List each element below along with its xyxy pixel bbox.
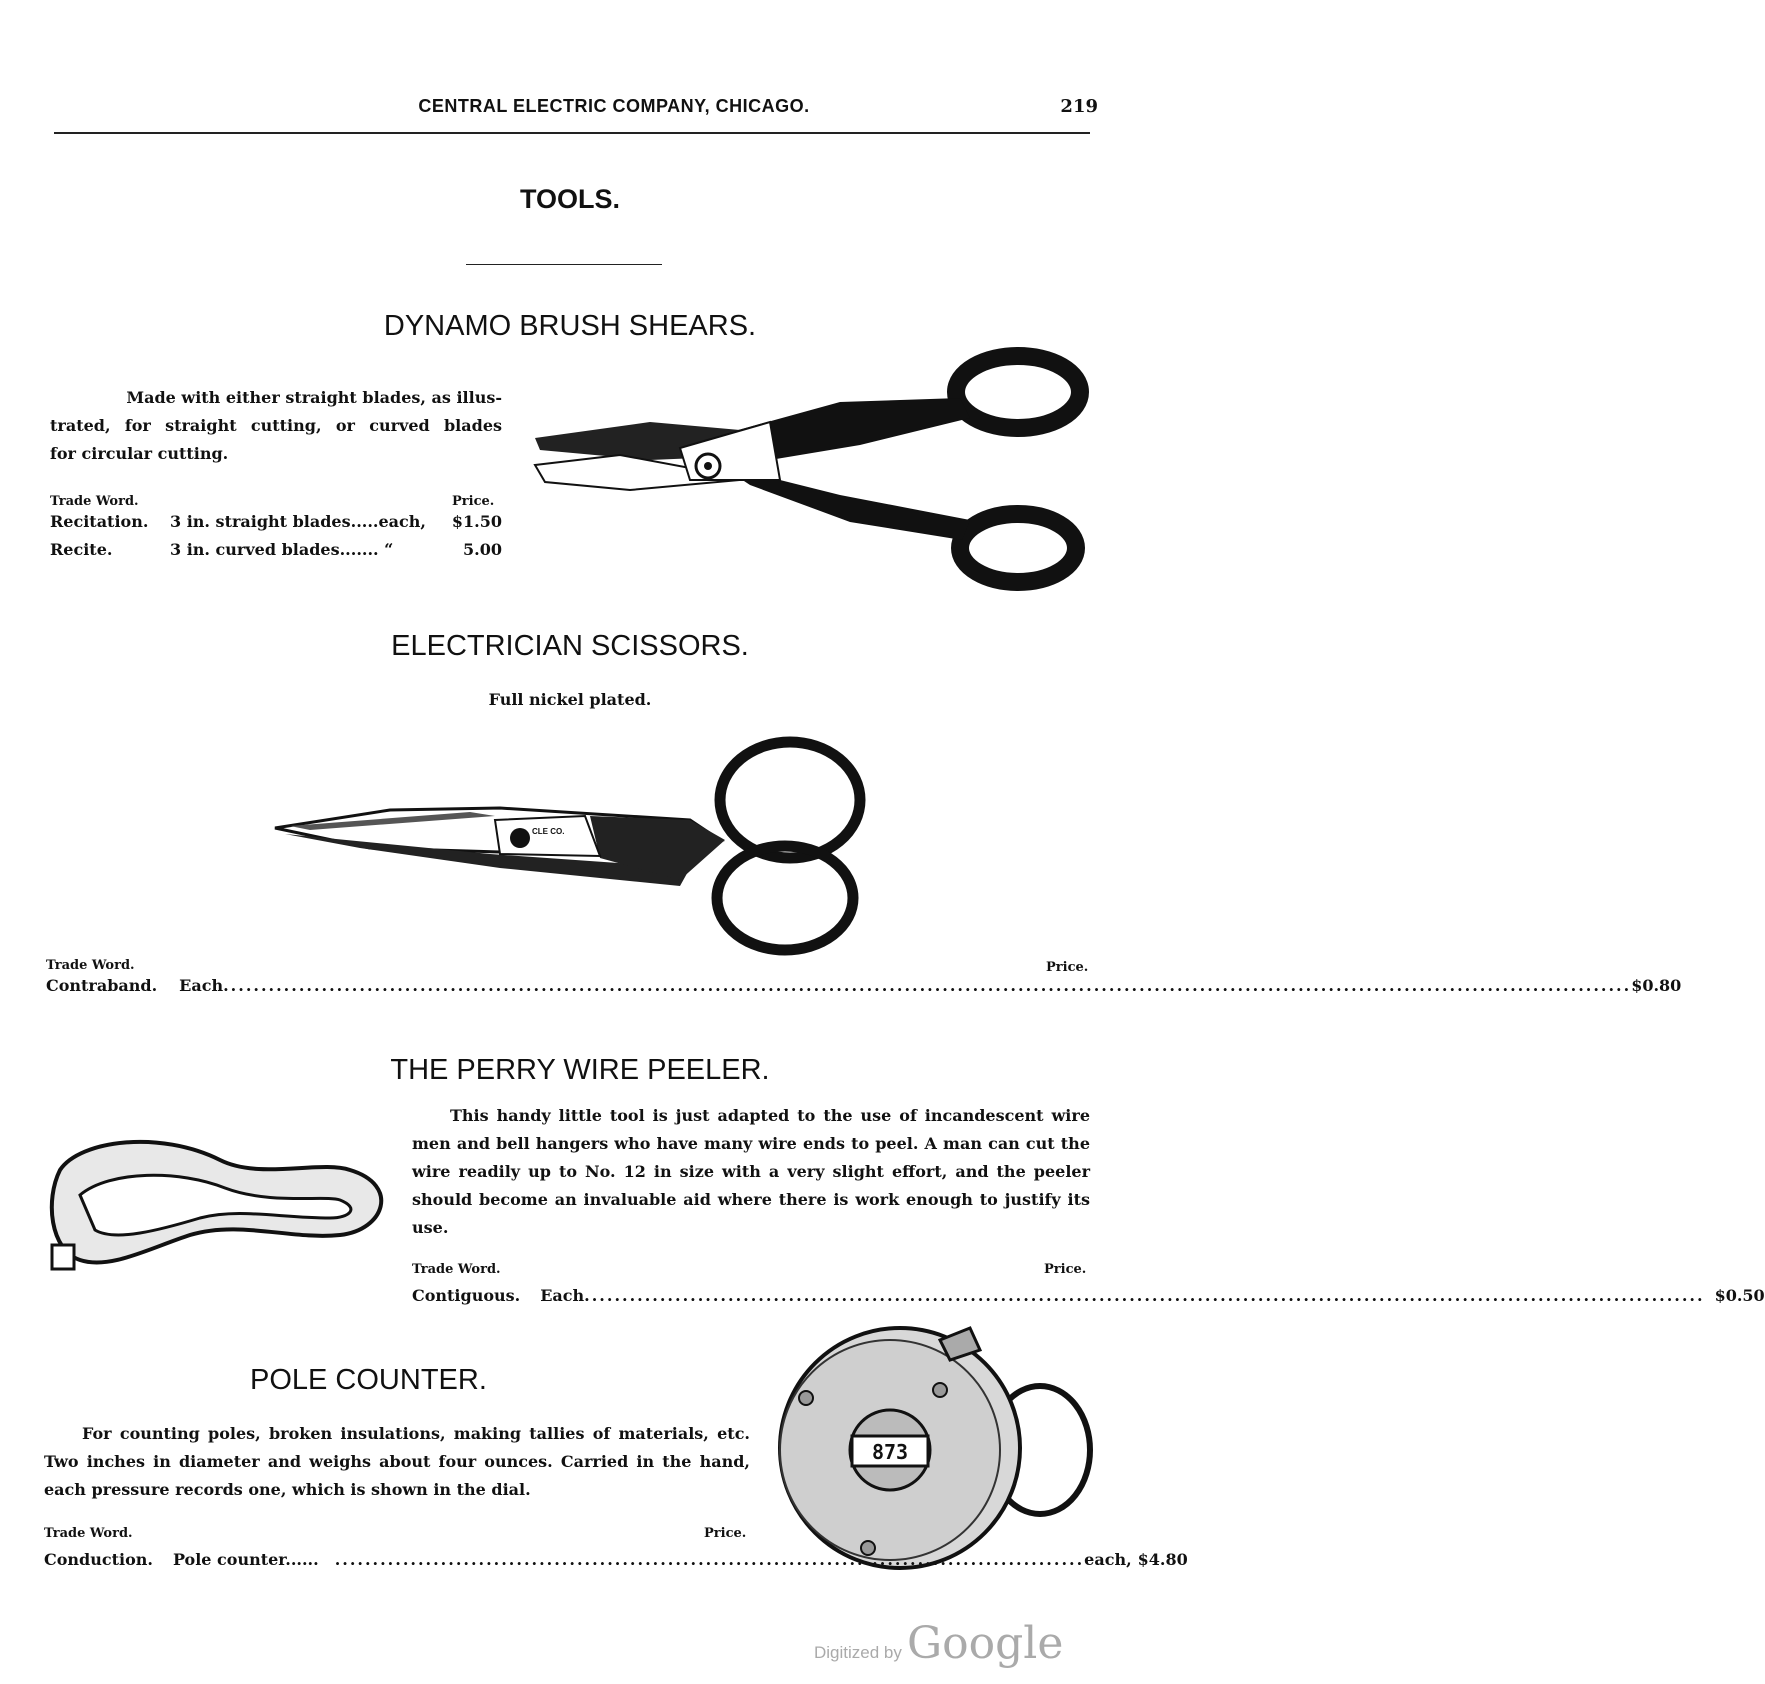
header-rule — [54, 132, 1090, 134]
dynamo-price-label: Price. — [452, 494, 495, 509]
item-desc: 3 in. straight blades.....each, — [170, 512, 426, 531]
trade-word: Contraband. — [46, 976, 158, 995]
peeler-trade-word-label: Trade Word. — [412, 1262, 501, 1277]
counter-dial-value: 873 — [871, 1440, 909, 1464]
peeler-description: This handy little tool is just adapted to the use of incandescent wire men and bell hangers who have many wire ends to peel. A man can cut the wire readily up to No. 12 in size with a very slight effort, and the peeler should become an invaluable aid where there is work enough to justify its use. — [412, 1106, 1090, 1237]
dynamo-description — [50, 384, 502, 468]
peeler-title: THE PERRY WIRE PEELER. — [390, 1054, 770, 1086]
section-title: TOOLS. — [519, 184, 620, 214]
item-price: $0.80 — [1631, 976, 1682, 995]
running-header: CENTRAL ELECTRIC COMPANY, CHICAGO. — [418, 96, 810, 116]
trade-word: Recitation. — [50, 512, 149, 531]
leader-dots: .......................................................................................................................................................................................... — [223, 976, 1632, 995]
item-price: 5.00 — [463, 540, 502, 559]
scissors-trade-word-label: Trade Word. — [46, 958, 135, 973]
dynamo-title: DYNAMO BRUSH SHEARS. — [383, 310, 757, 342]
scissors-row — [46, 976, 1682, 995]
page-number: 219 — [1060, 96, 1098, 117]
scissors-subtitle: Full nickel plated. — [488, 690, 652, 709]
pole-price-label: Price. — [704, 1526, 747, 1541]
pole-row — [44, 1550, 1188, 1569]
pole-title: POLE COUNTER. — [250, 1364, 487, 1396]
pole-description: For counting poles, broken insulations, making tallies of materials, etc. Two inches in diameter and weighs about four ounces. Carried in the hand, each pressure records one, which is shown in the dial. — [44, 1424, 750, 1499]
dynamo-row — [50, 512, 502, 531]
item-desc: Each — [540, 1286, 585, 1305]
wire-peeler-illustration — [40, 1100, 400, 1300]
trade-word: Recite. — [50, 540, 113, 559]
peeler-row — [412, 1286, 1765, 1305]
item-suffix: each, — [1084, 1550, 1132, 1569]
watermark-prefix: Digitized by — [814, 1643, 902, 1662]
pole-counter-illustration — [770, 1320, 1100, 1580]
item-price: $1.50 — [451, 512, 502, 531]
dynamo-trade-word-label: Trade Word. — [50, 494, 139, 509]
item-desc: 3 in. curved blades....... “ — [170, 540, 394, 559]
peeler-price-label: Price. — [1044, 1262, 1087, 1277]
google-logo: Google — [906, 1618, 1064, 1669]
section-rule — [466, 264, 662, 265]
item-price: $0.50 — [1714, 1286, 1765, 1305]
scissors-title: ELECTRICIAN SCISSORS. — [391, 630, 749, 662]
desc-line: Made with either straight blades, as illus- — [126, 388, 502, 407]
electrician-scissors-illustration — [270, 730, 870, 960]
item-price: $4.80 — [1137, 1550, 1188, 1569]
pole-trade-word-label: Trade Word. — [44, 1526, 133, 1541]
trade-word: Conduction. — [44, 1550, 153, 1569]
leader-dots: ................................................................................................... — [334, 1550, 1085, 1569]
dynamo-shears-illustration — [530, 340, 1110, 600]
item-desc: Pole counter...... — [172, 1550, 319, 1569]
scissors-engraving: CLE CO. — [532, 827, 565, 836]
desc-line: for circular cutting. — [50, 444, 229, 463]
digitized-watermark — [814, 1618, 1063, 1669]
dynamo-row — [50, 540, 502, 559]
item-desc: Each — [179, 976, 224, 995]
trade-word: Contiguous. — [412, 1286, 521, 1305]
desc-line: trated, for straight cutting, or curved blades — [50, 416, 502, 435]
scissors-price-label: Price. — [1046, 960, 1089, 975]
leader-dots: .................................................................................................................................................... — [584, 1286, 1705, 1305]
